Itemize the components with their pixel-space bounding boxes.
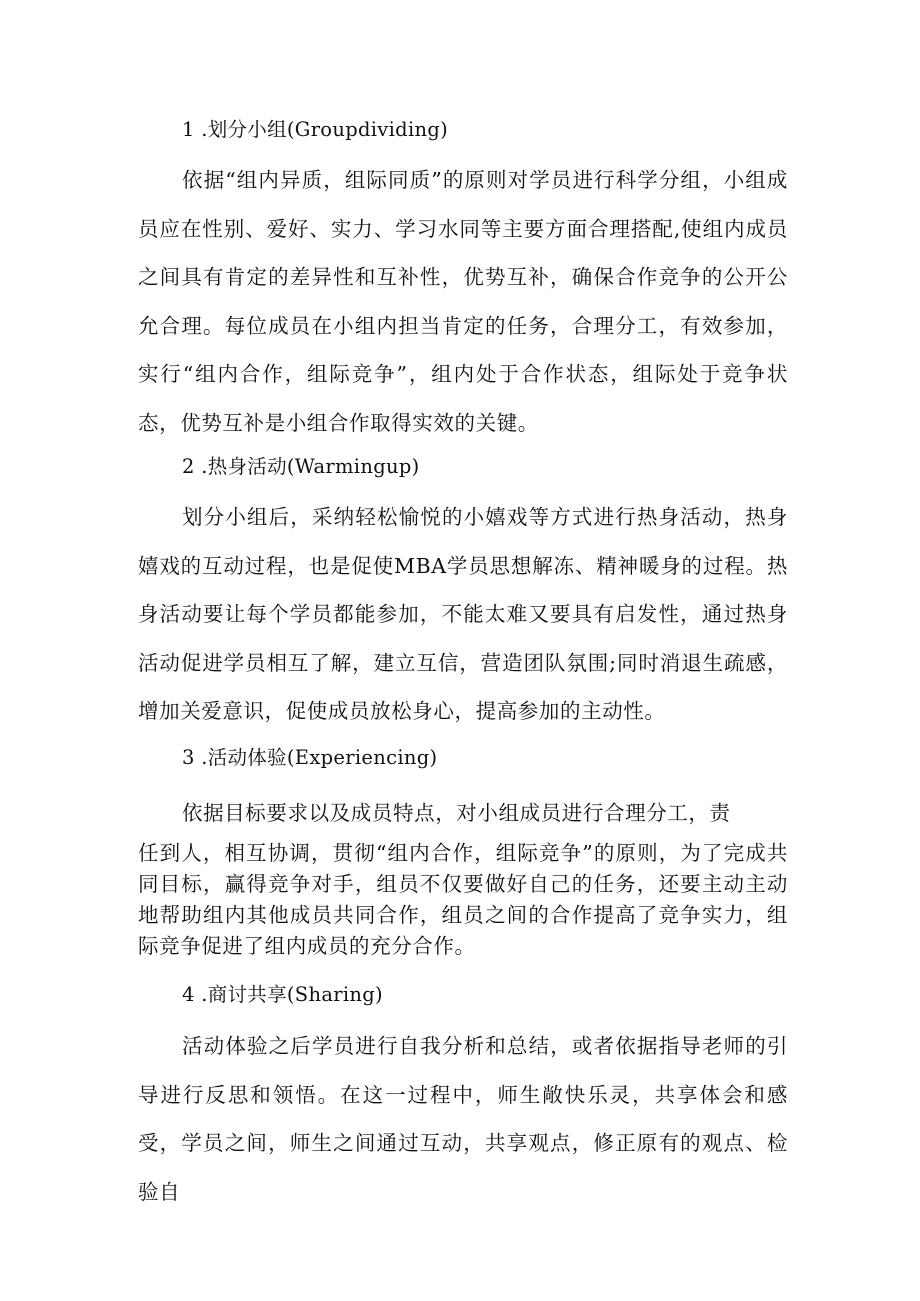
section-paragraph-group-dividing: 依据“组内异质，组际同质”的原则对学员进行科学分组，小组成员应在性别、爱好、实力、学习水同等主要方面合理搭配,使组内成员之间具有肯定的差异性和互补性，优势互补，确保合作竞争的公开公允合理。每位成员在小组内担当肯定的任务，合理分工，有效参加，实行“组内合作，组际竞争”，组内处于合作状态，组际处于竞争状态，优势互补是小组合作取得实效的关键。 xyxy=(138,168,788,435)
section-heading-group-dividing: 1 .划分小组(Groupdividing) xyxy=(182,118,449,141)
section-paragraph-experiencing: 依据目标要求以及成员特点，对小组成员进行合理分工，责 xyxy=(182,801,731,825)
section-heading-experiencing: 3 .活动体验(Experiencing) xyxy=(182,746,438,769)
section-paragraph-sharing: 活动体验之后学员进行自我分析和总结，或者依据指导老师的引导进行反思和领悟。在这一过程中，师生敞快乐灵，共享体会和感受，学员之间，师生之间通过互动，共享观点，修正原有的观点、检验自 xyxy=(138,1034,788,1204)
section-heading-sharing: 4 .商讨共享(Sharing) xyxy=(182,983,383,1006)
section-paragraph-warming-up: 划分小组后，采纳轻松愉悦的小嬉戏等方式进行热身活动，热身嬉戏的互动过程，也是促使MBA学员思想解冻、精神暖身的过程。热身活动要让每个学员都能参加，不能太难又要具有启发性，通过热身活动促进学员相互了解，建立互信，营造团队氛围;同时消退生疏感，增加关爱意识，促使成员放松身心，提高参加的主动性。 xyxy=(138,505,788,723)
section-paragraph-experiencing-continued: 任到人，相互协调，贯彻“组内合作，组际竞争”的原则，为了完成共同目标，赢得竞争对手，组员不仅要做好自己的任务，还要主动主动地帮助组内其他成员共同合作，组员之间的合作提高了竞争实力，组际竞争促进了组内成员的充分合作。 xyxy=(138,841,788,958)
section-heading-warming-up: 2 .热身活动(Warmingup) xyxy=(182,455,420,478)
